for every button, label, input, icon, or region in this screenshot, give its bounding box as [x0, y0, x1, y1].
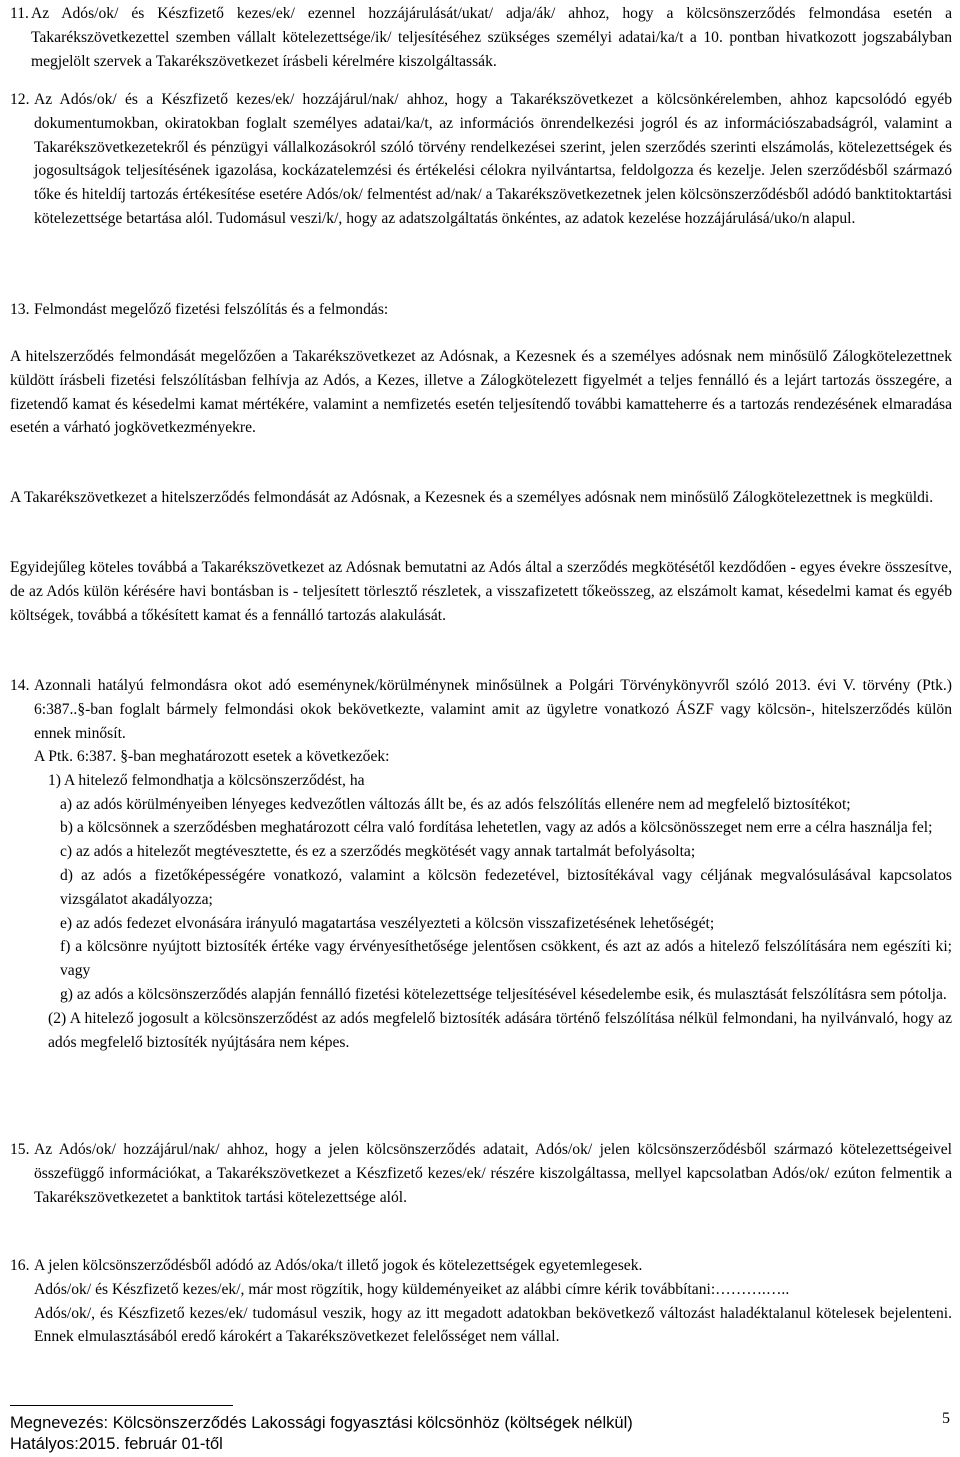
section-16: [10, 1254, 952, 1349]
clause-1-items: [34, 793, 952, 1007]
clause-item: a) az adós körülményeiben lényeges kedvezőtlen változás állt be, és az adós felszólítás ellenére nem ad megfelelő biztosítékot;: [60, 795, 851, 813]
section-number: 12.: [10, 91, 30, 108]
section-13-paragraph-3: Egyidejűleg köteles továbbá a Takarékszövetkezet az Adósnak bemutatni az Adós által a szerződés megkötésétől kezdődően - egyes évekre összesítve, de az Adós külön kérésére havi bontásban is - teljesített törlesztő részletek, a visszafizetett tőkeösszeg, az elszámolt kamat, késedelmi kamat és egyéb költségek, továbbá a tőkésített kamat és a fennálló tartozás alakulását.: [10, 559, 952, 624]
clause-item: c) az adós a hitelezőt megtévesztette, és ez a szerződés megkötését vagy annak tartalmát befolyásolta;: [60, 843, 696, 861]
footer-effective-date: Hatályos:2015. február 01-től: [10, 1435, 223, 1453]
section-number: 14.: [10, 677, 30, 694]
section-16-body: [34, 1254, 952, 1349]
ptk-intro: A Ptk. 6:387. §-ban meghatározott esetek a következőek:: [34, 748, 390, 765]
footer-divider: [10, 1405, 233, 1406]
clause-item: e) az adós fedezet elvonására irányuló magatartása veszélyezteti a kölcsön visszafizetésének lehetőségét;: [60, 914, 715, 932]
clause-item: d) az adós a fizetőképességére vonatkozó, valamint a kölcsön fedezetével, biztosítékával vagy céljának megvalósulásával kapcsolatos vizsgálatot akadályozza;: [60, 866, 952, 908]
section-number: 11.: [10, 5, 29, 22]
section-15: [10, 1138, 952, 1209]
clause-item: b) a kölcsönnek a szerződésben meghatározott célra való fordítása lehetetlen, vagy az adós a kölcsönösszeget nem erre a célra használja fel;: [60, 819, 933, 837]
section-13-heading-row: [10, 298, 952, 322]
section-number: 16.: [10, 1257, 30, 1274]
section-15-text: Az Adós/ok/ hozzájárul/nak/ ahhoz, hogy a jelen kölcsönszerződés adatait, Adós/ok/ jelen kölcsönszerződésből származó kötelezettségeivel összefüggő információkat, a Takarékszövetkezet a Készfizető kezes/ek/ részére kiszolgáltassa, mellyel kapcsolatban Adós/ok/ ezúton felmentik a Takarékszövetkezetet a banktitok tartási kötelezettsége alól.: [34, 1141, 952, 1206]
clause-item: f) a kölcsönre nyújtott biztosíték értéke vagy érvényesíthetősége jelentősen csökkent, és azt az adós a hitelező felszólítására nem egészíti ki; vagy: [60, 938, 952, 980]
clause-2: (2) A hitelező jogosult a kölcsönszerződést az adós megfelelő biztosíték adására történő felszólítása nélkül felmondani, ha nyilvánvaló, hogy az adós megfelelő biztosíték nyújtására nem képes.: [48, 1009, 952, 1051]
footer-document-name: Megnevezés: Kölcsönszerződés Lakossági fogyasztási kölcsönhöz (költségek nélkül): [10, 1414, 633, 1432]
section-14: [10, 674, 952, 745]
section-16-line-1: A jelen kölcsönszerződésből adódó az Adós/oka/t illető jogok és kötelezettségek egyetemlegesek.: [34, 1257, 643, 1274]
section-11: [10, 2, 952, 73]
section-number: 15.: [10, 1141, 30, 1158]
section-14-text: Azonnali hatályú felmondásra okot adó eseménynek/körülménynek minősülnek a Polgári Törvénykönyvről szóló 2013. évi V. törvény (Ptk.) 6:387..§-ban foglalt bármely felmondási okok bekövetkezte, valamint amit az ügyletre vonatkozó ÁSZF vagy kölcsön-, hitelszerződés külön ennek minősít.: [34, 677, 952, 742]
section-14-ptk-block: [34, 745, 952, 1054]
clause-item: g) az adós a kölcsönszerződés alapján fennálló fizetési kötelezettsége teljesítésével késedelembe esik, és mulasztását felszólításra sem pótolja.: [60, 985, 947, 1003]
section-13-paragraph-1: A hitelszerződés felmondását megelőzően a Takarékszövetkezet az Adósnak, a Kezesnek és a személyes adósnak nem minősülő Zálogkötelezettnek küldött írásbeli fizetési felszólításban felhívja az Adós, a Kezes, illetve a Zálogkötelezett figyelmét a teljes fennálló és a lejárt tartozás összegére, a fizetendő kamat és késedelmi kamat mértékére, valamint a nemfizetés esetén teljesítendő további kamatteherre és a tartozás rendezésének elmaradása esetén a várható jogkövetkezményekre.: [10, 348, 952, 437]
section-13-paragraph-2: A Takarékszövetkezet a hitelszerződés felmondását az Adósnak, a Kezesnek és a személyes adósnak nem minősülő Zálogkötelezettnek is megküldi.: [10, 489, 934, 506]
section-number: 13.: [10, 301, 30, 318]
section-11-text: Az Adós/ok/ és Készfizető kezes/ek/ ezennel hozzájárulását/ukat/ adja/ák/ ahhoz, hogy a kölcsönszerződés felmondása esetén a Takarékszövetkezettel szemben vállalt kötelezettsége/ik/ teljesítéséhez szükséges személyi adatai/ka/t a 10. pontban hivatkozott jogszabályban megjelölt szervek a Takarékszövetkezet írásbeli kérelmére kiszolgáltassák.: [31, 5, 952, 70]
section-13-heading: Felmondást megelőző fizetési felszólítás és a felmondás:: [34, 301, 389, 318]
section-16-line-3: Adós/ok/, és Készfizető kezes/ek/ tudomásul veszik, hogy az itt megadott adatokban bekövetkező változást haladéktalanul kötelesek bejelenteni. Ennek elmulasztásából eredő károkért a Takarékszövetkezet felelősséget nem vállal.: [34, 1304, 952, 1346]
section-12: [10, 88, 952, 231]
clause-1-intro: 1) A hitelező felmondhatja a kölcsönszerződést, ha: [48, 771, 365, 789]
page-number: 5: [942, 1410, 950, 1427]
section-16-line-2: Adós/ok/ és Készfizető kezes/ek/, már most rögzítik, hogy küldeményeiket az alábbi címre kérik továbbítani:……….…..: [34, 1280, 790, 1298]
section-12-text: Az Adós/ok/ és a Készfizető kezes/ek/ hozzájárul/nak/ ahhoz, hogy a Takarékszövetkezet a kölcsönkérelemben, ahhoz kapcsolódó egyéb dokumentumokban, okiratokban foglalt személyes adatai/ka/t, az információs önrendelkezési jogról és az információszabadságról, valamint a Takarékszövetkezetekről és pénzügyi vállalkozásokról szóló törvény rendelkezései szerint, jelen szerződés szerinti elszámolás, kötelezettségek és jogosultságok teljesítésének igazolása, kockázatelemzési és értékelési célokra nyilvántartsa, feldolgozza és kezelje. Jelen szerződésből származó tőke és hiteldíj tartozás értékesítése esetére Adós/ok/ felmentést ad/nak/ a Takarékszövetkezetnek jelen kölcsönszerződésből adódó banktitoktartási kötelezettsége betartása alól. Tudomásul veszi/k/, hogy az adatszolgáltatás önkéntes, az adatok kezelése hozzájárulásá/uko/n alapul.: [34, 91, 952, 227]
